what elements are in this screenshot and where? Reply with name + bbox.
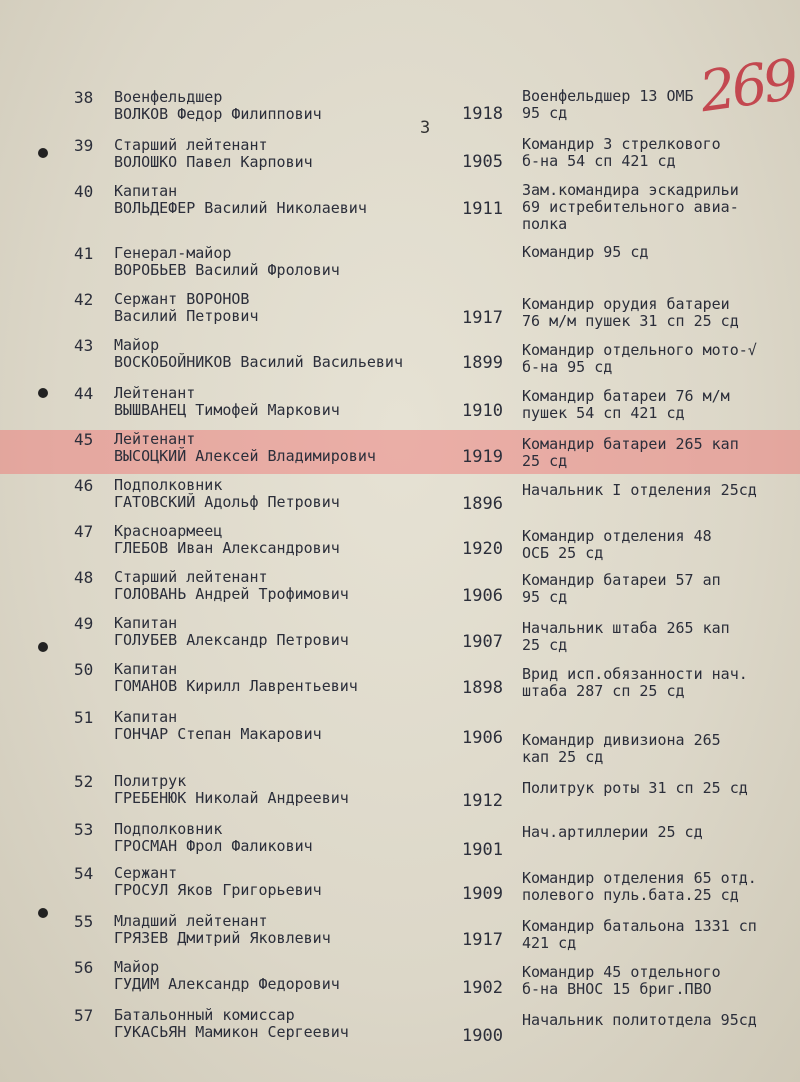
record-name: ГЛЕБОВ Иван Александрович xyxy=(114,539,340,557)
record-number: 54 xyxy=(74,864,94,883)
record-position: Зам.командира эскадрильи 69 истребительного авиа- полка xyxy=(522,181,739,233)
record-number: 48 xyxy=(74,568,94,587)
record-number: 41 xyxy=(74,244,94,263)
record-name: ГОНЧАР Степан Макарович xyxy=(114,725,322,743)
record-name: ГАТОВСКИЙ Адольф Петрович xyxy=(114,493,340,511)
record-number: 56 xyxy=(74,958,94,977)
record-name: ГУКАСЬЯН Мамикон Сергеевич xyxy=(114,1023,349,1041)
record-position: Командир батареи 265 кап 25 сд xyxy=(522,435,739,470)
record-name: ВОЛКОВ Федор Филиппович xyxy=(114,105,322,123)
record-name: Василий Петрович xyxy=(114,307,259,325)
record-position: Политрук роты 31 сп 25 сд xyxy=(522,779,748,797)
record-year: 1917 xyxy=(462,930,503,950)
record-rank: Капитан xyxy=(114,614,178,632)
record-number: 50 xyxy=(74,660,94,679)
record-position: Командир дивизиона 265 кап 25 сд xyxy=(522,731,721,766)
record-rank: Сержант ВОРОНОВ xyxy=(114,290,250,308)
record-position: Командир батареи 76 м/м пушек 54 сп 421 сд xyxy=(522,387,730,422)
record-name: ВОСКОБОЙНИКОВ Василий Васильевич xyxy=(114,353,403,371)
punch-hole-mark xyxy=(38,908,48,918)
record-number: 46 xyxy=(74,476,94,495)
record-position: Начальник I отделения 25сд xyxy=(522,481,757,499)
record-position: Командир батальона 1331 сп 421 сд xyxy=(522,917,757,952)
record-year: 1902 xyxy=(462,978,503,998)
punch-hole-mark xyxy=(38,388,48,398)
record-year: 1905 xyxy=(462,152,503,172)
record-name: ГРЕБЕНЮК Николай Андреевич xyxy=(114,789,349,807)
page-number: 3 xyxy=(420,118,431,138)
record-number: 47 xyxy=(74,522,94,541)
record-rank: Политрук xyxy=(114,772,187,790)
record-year: 1919 xyxy=(462,447,503,467)
record-number: 55 xyxy=(74,912,94,931)
record-year: 1911 xyxy=(462,199,503,219)
record-rank: Генерал-майор xyxy=(114,244,232,262)
record-name: ГРОСУЛ Яков Григорьевич xyxy=(114,881,322,899)
record-year: 1901 xyxy=(462,840,503,860)
record-rank: Младший лейтенант xyxy=(114,912,268,930)
punch-hole-mark xyxy=(38,642,48,652)
record-rank: Капитан xyxy=(114,660,178,678)
handwritten-number: 269 xyxy=(695,47,799,126)
record-rank: Военфельдшер xyxy=(114,88,223,106)
record-year: 1906 xyxy=(462,728,503,748)
record-name: ГОЛОВАНЬ Андрей Трофимович xyxy=(114,585,349,603)
record-rank: Батальонный комиссар xyxy=(114,1006,295,1024)
record-position: Командир 95 сд xyxy=(522,243,649,261)
record-name: ГОМАНОВ Кирилл Лаврентьевич xyxy=(114,677,358,695)
record-position: Командир отделения 48 ОСБ 25 сд xyxy=(522,527,712,562)
record-number: 42 xyxy=(74,290,94,309)
record-name: ГУДИМ Александр Федорович xyxy=(114,975,340,993)
record-year: 1898 xyxy=(462,678,503,698)
record-number: 53 xyxy=(74,820,94,839)
record-number: 38 xyxy=(74,88,94,107)
record-year: 1907 xyxy=(462,632,503,652)
record-rank: Капитан xyxy=(114,182,178,200)
record-rank: Подполковник xyxy=(114,820,223,838)
record-position: Командир 3 стрелкового б-на 54 сп 421 сд xyxy=(522,135,721,170)
record-number: 52 xyxy=(74,772,94,791)
record-year: 1920 xyxy=(462,539,503,559)
record-rank: Старший лейтенант xyxy=(114,136,268,154)
record-position: Командир отдельного мото-√ б-на 95 сд xyxy=(522,341,757,376)
record-name: ВЫСОЦКИЙ Алексей Владимирович xyxy=(114,447,376,465)
record-position: Начальник политотдела 95сд xyxy=(522,1011,757,1029)
record-year: 1899 xyxy=(462,353,503,373)
record-name: ГРЯЗЕВ Дмитрий Яковлевич xyxy=(114,929,331,947)
record-position: Командир батареи 57 ап 95 сд xyxy=(522,571,721,606)
record-name: ГОЛУБЕВ Александр Петрович xyxy=(114,631,349,649)
record-name: ВОЛЬДЕФЕР Василий Николаевич xyxy=(114,199,367,217)
record-name: ГРОСМАН Фрол Фаликович xyxy=(114,837,313,855)
record-number: 57 xyxy=(74,1006,94,1025)
record-number: 51 xyxy=(74,708,94,727)
record-rank: Старший лейтенант xyxy=(114,568,268,586)
record-number: 39 xyxy=(74,136,94,155)
record-rank: Майор xyxy=(114,336,160,354)
record-year: 1912 xyxy=(462,791,503,811)
record-rank: Капитан xyxy=(114,708,178,726)
record-name: ВОРОБЬЕВ Василий Фролович xyxy=(114,261,340,279)
punch-hole-mark xyxy=(38,148,48,158)
record-rank: Сержант xyxy=(114,864,178,882)
record-number: 49 xyxy=(74,614,94,633)
record-position: Командир орудия батареи 76 м/м пушек 31 сп 25 сд xyxy=(522,295,739,330)
record-position: Врид исп.обязанности нач. штаба 287 сп 25 сд xyxy=(522,665,748,700)
record-number: 43 xyxy=(74,336,94,355)
record-position: Командир 45 отдельного б-на ВНОС 15 бриг.ПВО xyxy=(522,963,721,998)
record-year: 1900 xyxy=(462,1026,503,1046)
record-year: 1906 xyxy=(462,586,503,606)
record-name: ВОЛОШКО Павел Карпович xyxy=(114,153,313,171)
record-year: 1918 xyxy=(462,104,503,124)
record-position: Военфельдшер 13 ОМБ 95 сд xyxy=(522,87,694,122)
record-number: 44 xyxy=(74,384,94,403)
record-number: 40 xyxy=(74,182,94,201)
record-rank: Лейтенант xyxy=(114,384,196,402)
record-position: Начальник штаба 265 кап 25 сд xyxy=(522,619,730,654)
record-rank: Майор xyxy=(114,958,160,976)
record-year: 1896 xyxy=(462,494,503,514)
record-year: 1909 xyxy=(462,884,503,904)
record-rank: Лейтенант xyxy=(114,430,196,448)
record-position: Командир отделения 65 отд. полевого пуль.бата.25 сд xyxy=(522,869,757,904)
record-year: 1917 xyxy=(462,308,503,328)
record-year: 1910 xyxy=(462,401,503,421)
record-number: 45 xyxy=(74,430,94,449)
record-rank: Красноармеец xyxy=(114,522,223,540)
record-name: ВЫШВАНЕЦ Тимофей Маркович xyxy=(114,401,340,419)
record-rank: Подполковник xyxy=(114,476,223,494)
record-position: Нач.артиллерии 25 сд xyxy=(522,823,703,841)
